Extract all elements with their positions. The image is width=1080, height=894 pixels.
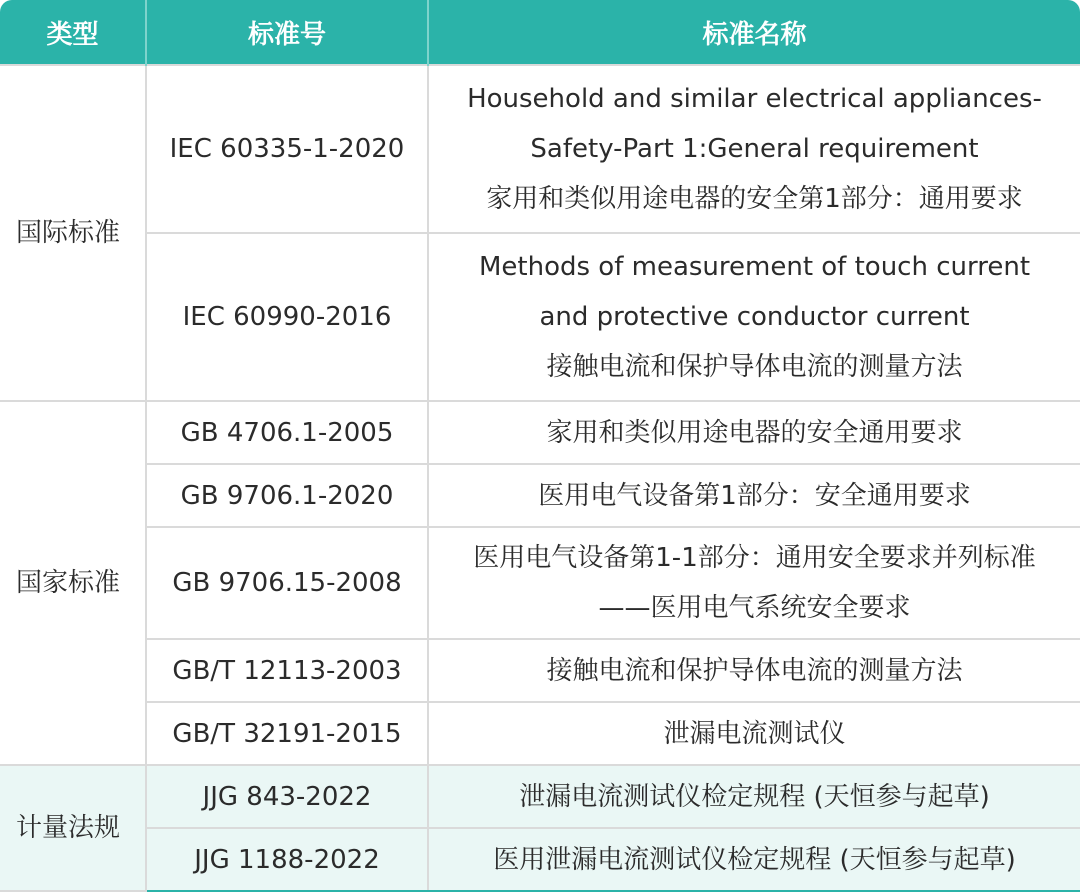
name-line: 家用和类似用途电器的安全通用要求 — [546, 417, 963, 448]
standard-name — [428, 527, 1080, 639]
standard-name — [428, 765, 1080, 828]
header-type: 类型 — [0, 0, 146, 65]
name-line: ——医用电气系统安全要求 — [598, 593, 911, 623]
standard-number: JJG 843-2022 — [146, 765, 428, 828]
name-line: Household and similar electrical appliances- — [467, 84, 1042, 114]
type-cell: 国家标准 — [0, 401, 146, 765]
name-line: 接触电流和保护导体电流的测量方法 — [546, 352, 963, 382]
header-standard-number: 标准号 — [146, 0, 428, 65]
standard-name — [428, 401, 1080, 464]
standard-number: GB/T 32191-2015 — [146, 702, 428, 765]
table-row — [0, 527, 1080, 639]
table-row — [0, 639, 1080, 702]
table-row — [0, 233, 1080, 401]
standard-number: IEC 60335-1-2020 — [146, 65, 428, 233]
header-row — [0, 0, 1080, 65]
name-line: Methods of measurement of touch current — [478, 252, 1031, 282]
standard-number: GB 9706.15-2008 — [146, 527, 428, 639]
table-row — [0, 65, 1080, 233]
name-line: 泄漏电流测试仪 — [663, 718, 846, 749]
standard-number: GB 9706.1-2020 — [146, 464, 428, 527]
table-row — [0, 401, 1080, 464]
standard-name — [428, 233, 1080, 401]
name-line: 医用泄漏电流测试仪检定规程 (天恒参与起草) — [493, 844, 1016, 875]
standard-number: GB/T 12113-2003 — [146, 639, 428, 702]
table-row — [0, 828, 1080, 891]
table-row — [0, 464, 1080, 527]
name-line: 泄漏电流测试仪检定规程 (天恒参与起草) — [519, 781, 990, 812]
name-line: 家用和类似用途电器的安全第1部分：通用要求 — [486, 184, 1023, 214]
header-standard-name: 标准名称 — [428, 0, 1080, 65]
name-line: 接触电流和保护导体电流的测量方法 — [546, 655, 963, 686]
table-row — [0, 702, 1080, 765]
name-line: and protective conductor current — [539, 302, 970, 332]
table-row — [0, 765, 1080, 828]
standard-number: JJG 1188-2022 — [146, 828, 428, 891]
standard-name — [428, 464, 1080, 527]
standard-number: IEC 60990-2016 — [146, 233, 428, 401]
standard-name — [428, 65, 1080, 233]
standard-number: GB 4706.1-2005 — [146, 401, 428, 464]
type-cell: 计量法规 — [0, 765, 146, 891]
standard-name — [428, 639, 1080, 702]
name-line: 医用电气设备第1-1部分：通用安全要求并列标准 — [473, 543, 1036, 573]
name-line: 医用电气设备第1部分：安全通用要求 — [538, 480, 971, 511]
type-cell: 国际标准 — [0, 65, 146, 401]
standard-name — [428, 702, 1080, 765]
standard-name — [428, 828, 1080, 891]
name-line: Safety-Part 1:General requirement — [530, 134, 979, 164]
